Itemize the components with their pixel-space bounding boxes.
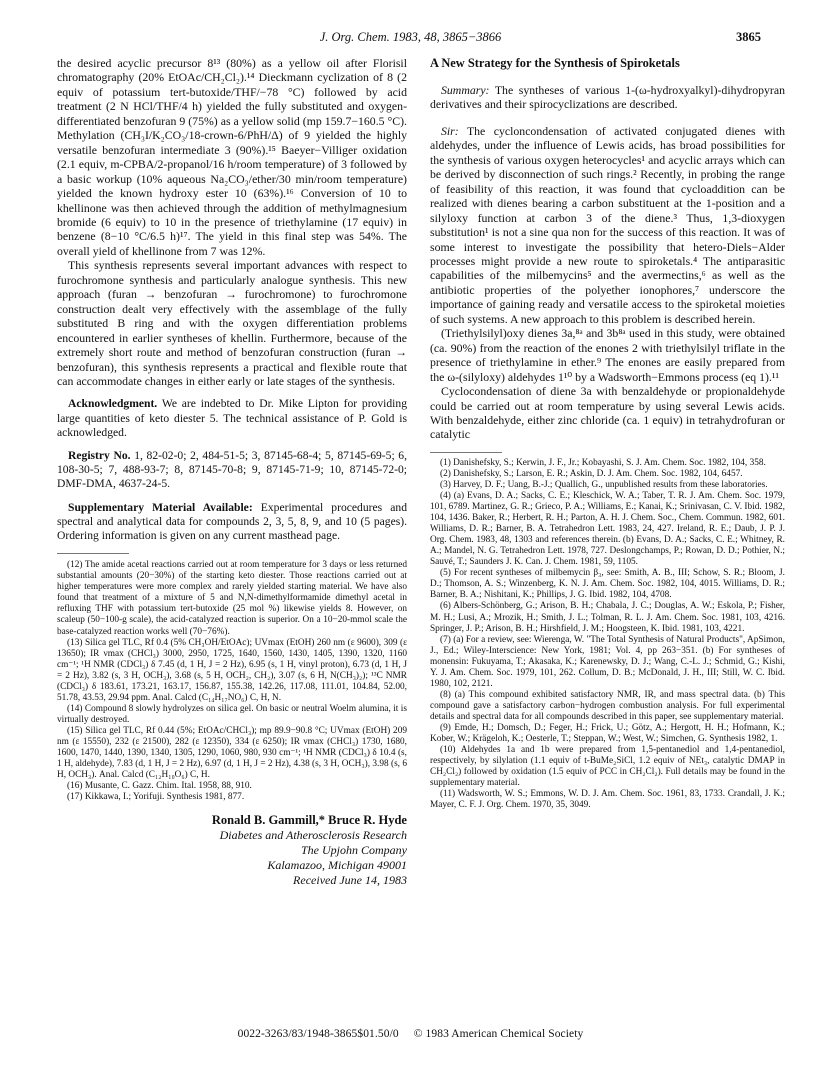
right-column bbox=[430, 56, 785, 811]
footnote-16: (16) Musante, C. Gazz. Chim. Ital. 1958, 88, 910. bbox=[67, 781, 252, 792]
reference-6: (6) Albers-Schönberg, G.; Arison, B. H.; Chabala, J. C.; Douglas, A. W.; Eskola, P.; Fisher, M. H.; Lusi, A.; Mrozik, H.; Smith, J. L.; Tolman, R. L. J. Am. Chem. Soc. 1981, 103, 4216. Springer, J. P.; Arison, B. H.; Hirshfield, J. M.; Hoogsteen, K. Ibid. 1981, 103, 4221. bbox=[430, 601, 785, 634]
article-title: A New Strategy for the Synthesis of Spiroketals bbox=[430, 56, 680, 70]
notes-divider bbox=[57, 553, 129, 554]
reference-1: (1) Danishefsky, S.; Kerwin, J. F., Jr.; Kobayashi, S. J. Am. Chem. Soc. 1982, 104, 358. bbox=[440, 457, 766, 468]
footnote-13: (13) Silica gel TLC, Rf 0.4 (5% CH₃OH/EtOAc); UVmax (EtOH) 260 nm (ε 9600), 309 (ε 13650); IR νmax (CHCl₃) 3000, 2950, 1725, 1640, 1560, 1430, 1405, 1390, 1320, 1160 cm⁻¹; ¹H NMR (CDCl₃) δ 7.45 (d, 1 H, J = 2 Hz), 6.95 (s, 1 H, vinyl proton), 6.73 (d, 1 H, J = 2 Hz), 3.82 (s, 3 H, OCH₃), 3.68 (s, 5 H, OCH₂, CH₂), 3.07 (s, 6 H, N(CH₃)₂); ¹³C NMR (CDCl₃) δ 183.61, 173.21, 163.17, 156.87, 155.38, 142.26, 117.08, 111.01, 104.84, 52.00, 51.78, 43.53, 29.94 ppm. Anal. Calcd (C₁₄H₁₇NO₆) C, H, N. bbox=[57, 637, 407, 703]
running-head bbox=[60, 30, 761, 46]
acknowledgment-label: Acknowledgment. bbox=[68, 397, 158, 411]
supplementary-label: Supplementary Material Available: bbox=[68, 500, 253, 514]
supplementary-text: Experimental procedures and spectral and analytical data for compounds 2, 3, 5, 8, 9, and 10 (5 pages). Ordering information is given on any current masthead page. bbox=[57, 500, 407, 543]
author-names: Ronald B. Gammill,* Bruce R. Hyde bbox=[211, 813, 407, 828]
paragraph-cyclocondensation: Cyclocondensation of diene 3a with benzaldehyde or propionaldehyde could be carried out at room temperature by using several Lewis acids. With benzaldehyde, either zinc chloride (ca. 1 equiv) in tetrahydrofuran or catalytic bbox=[430, 384, 785, 442]
received-date: Received June 14, 1983 bbox=[293, 873, 407, 888]
acknowledgment-text: We are indebted to Dr. Mike Lipton for providing large quantities of keto diester 5. The technical assistance of P. Gold is acknowledged. bbox=[57, 397, 407, 439]
page-footer bbox=[0, 1028, 821, 1040]
paragraph-dienes: (Triethylsilyl)oxy dienes 3a,⁸ᵃ and 3b⁸ᵃ used in this study, were obtained (ca. 90%) from the reaction of the enones 2 with triethylsilyl triflate in the presence of triethylamine in ether.⁹ The enones are easily prepared from the ω-(silyloxy) aldehydes 1¹⁰ by a Wadsworth−Emmons process (eq 1).¹¹ bbox=[430, 326, 785, 384]
supplementary-material bbox=[57, 501, 407, 544]
footnote-17: (17) Kikkawa, I.; Yorifuji. Synthesis 1981, 877. bbox=[67, 792, 245, 803]
reference-3: (3) Harvey, D. F.; Uang, B.-J.; Quallich, G., unpublished results from these laboratories. bbox=[440, 479, 768, 490]
references-divider bbox=[430, 452, 502, 453]
footnote-15: (15) Silica gel TLC, Rf 0.44 (5%; EtOAc/CHCl₃); mp 89.9−90.8 °C; UVmax (EtOH) 209 nm (ε 15550), 232 (ε 21500), 282 (ε 12350), 334 (ε 6250); IR νmax (CHCl₃) 1730, 1680, 1600, 1470, 1440, 1390, 1340, 1305, 1290, 1060, 980, 930 cm⁻¹; ¹H NMR (CDCl₃) δ 10.4 (s, 1 H, aldehyde), 7.83 (d, 1 H, J = 2 Hz), 6.97 (d, 1 H, J = 2 Hz), 4.38 (s, 3 H, OCH₃), 3.98 (s, 6 H, OCH₃). Anal. Calcd (C₁₂H₁₀O₆) C, H. bbox=[57, 725, 407, 781]
reference-10: (10) Aldehydes 1a and 1b were prepared from 1,5-pentanediol and 1,4-pentanediol, respectively, by silylation (1.1 equiv of t-BuMe₂SiCl, 1.2 equiv of NEt₃, catalytic DMAP in CH₂Cl₂) followed by oxidation (1.5 equiv of PCC in CH₂Cl₂). Full details may be found in the supplementary material. bbox=[430, 745, 785, 789]
reference-7: (7) (a) For a review, see: Wierenga, W. "The Total Synthesis of Natural Products", ApSimon, J., Ed.; Wiley-Interscience: New York, 1981; Vol. 4, pp 263−351. (b) For syntheses of monensin: Fukuyama, T.; Akasaka, K.; Karenewsky, D. J.; Wang, C.-L. J.; Schmid, G.; Kishi, Y. J. Am. Chem. Soc. 1979, 101, 262. Collum, D. B.; McDonald, J. H., III; Still, W. C. Ibid. 1980, 102, 2121. bbox=[430, 634, 785, 689]
affiliation-location: Kalamazoo, Michigan 49001 bbox=[267, 858, 407, 873]
affiliation-division: Diabetes and Atherosclerosis Research bbox=[219, 828, 407, 843]
reference-4: (4) (a) Evans, D. A.; Sacks, C. E.; Kleschick, W. A.; Taber, T. R. J. Am. Chem. Soc. 1979, 101, 6789. Martinez, G. R.; Grieco, P. A.; Williams, E.; Kanai, K.; Srinivasan, C. V. Ibid. 1982, 104, 1436. Baker, R.; Herbert, R. H.; Parton, A. H. J. Chem. Soc., Chem. Commun. 1982, 601. Williams, D. R.; Barner, B. A. Tetrahedron Lett. 1983, 24, 427. Ireland, R. E.; Daub, J. P. J. Org. Chem. 1983, 48, 1303 and references therein. (b) Evans, D. A.; Sacks, C. E.; Whitney, R. A.; Mandel, N. G. Tetrahedron Lett. 1978, 727. Deslongchamps, P.; Rowan, D. D.; Pothier, N.; Sauvé, T.; Saunders J. K. Can. J. Chem. 1981, 59, 1105. bbox=[430, 491, 785, 568]
reference-2: (2) Danishefsky, S.; Larson, E. R.; Askin, D. J. Am. Chem. Soc. 1982, 104, 6457. bbox=[440, 468, 743, 479]
journal-citation: J. Org. Chem. 1983, 48, 3865−3866 bbox=[319, 30, 502, 44]
references bbox=[430, 458, 785, 812]
registry-numbers bbox=[57, 449, 407, 492]
registry-label: Registry No. bbox=[68, 449, 131, 463]
reference-9: (9) Emde, H.; Domsch, D.; Feger, H.; Frick, U.; Götz, A.; Hergott, H. H.; Hofmann, K.; Kober, W.; Krägeloh, K.; Oesterle, T.; Steppan, W.; West, W.; Simchen, G. Synthesis 1982, 1. bbox=[430, 723, 785, 745]
footnote-12: (12) The amide acetal reactions carried out at room temperature for 3 days or less returned substantial amounts (20−30%) of the starting keto diester. Those reactions carried out at higher temperatures were more complex and rarely yielded starting material. We have also found that treatment of a mixture of 5 and N,N-dimethylformamide dimethyl acetal in refluxing THF with potassium tert-butoxide (25 mol %) likewise yields 8. However, on scaleup (50−100-g scale), the acid-catalyzed reaction is superior. On a 10−20-mmol scale the base-catalyzed reaction works well (70−76%). bbox=[57, 560, 407, 637]
summary-label: Summary: bbox=[441, 83, 490, 97]
reference-11: (11) Wadsworth, W. S.; Emmons, W. D. J. Am. Chem. Soc. 1961, 83, 1733. Crandall, J. K.; Mayer, C. F. J. Org. Chem. 1970, 35, 3049. bbox=[430, 789, 785, 811]
sir-label: Sir: bbox=[441, 123, 459, 138]
summary-text: The syntheses of various 1-(ω-hydroxyalkyl)-dihydropyran derivatives and their spirocyclizations are described. bbox=[430, 83, 785, 112]
reference-8: (8) (a) This compound exhibited satisfactory NMR, IR, and mass spectral data. (b) This compound gave a satisfactory carbon−hydrogen combustion analysis. For full experimental details and spectral data for all compounds described in this paper, see supplementary material. bbox=[430, 689, 785, 722]
registry-text: 1, 82-02-0; 2, 484-51-5; 3, 87145-68-4; 5, 87145-69-5; 6, 108-30-5; 7, 488-93-7; 8, 87145-70-8; 9, 87145-71-9; 10, 87145-72-0; DMF-DMA, 4637-24-5. bbox=[57, 449, 407, 491]
article-code: 0022-3263/83/1948-3865$01.50/0 bbox=[237, 1028, 399, 1040]
page-number: 3865 bbox=[736, 30, 761, 44]
footnote-14: (14) Compound 8 slowly hydrolyzes on silica gel. On basic or neutral Woelm alumina, it is virtually destroyed. bbox=[57, 703, 407, 725]
acknowledgment bbox=[57, 397, 407, 440]
copyright: © 1983 American Chemical Society bbox=[413, 1028, 584, 1040]
left-body bbox=[57, 56, 407, 388]
summary bbox=[430, 83, 785, 112]
footnotes-left bbox=[57, 560, 407, 803]
paragraph-sir bbox=[430, 124, 785, 326]
paragraph-advances: This synthesis represents several important advances with respect to furochromone synthesis and particularly analogue synthesis. This new approach (furan → benzofuran → furochromone) to furochromone construction dealt very effectively with the assemblage of the fully substituted B ring and with the oxygen differentiation problems encountered in earlier syntheses of khellin. Furthermore, because of the extremely short route and method of benzofuran construction (furan → benzofuran), this synthesis represents a practical and flexible route that can accommodate changes in either early or late stages of the synthesis. bbox=[57, 258, 407, 388]
author-block bbox=[57, 813, 407, 888]
affiliation-company: The Upjohn Company bbox=[301, 843, 407, 858]
reference-5: (5) For recent syntheses of milbemycin β₃, see: Smith, A. B., III; Schow, S. R.; Bloom, J. D.; Thomson, A. S.; Winzenberg, K. N. J. Am. Chem. Soc. 1982, 104, 4015. Williams, D. R.; Barner, B. A.; Nishitani, K.; Phillips, J. G. Ibid. 1982, 104, 4708. bbox=[430, 568, 785, 601]
right-body bbox=[430, 124, 785, 442]
paragraph-intro: the desired acyclic precursor 8¹³ (80%) as a yellow oil after Florisil chromatography (20% EtOAc/CH₂Cl₂).¹⁴ Dieckmann cyclization of 8 (2 equiv of potassium tert-butoxide/THF/−78 °C) followed by acid treatment (2 N HCl/THF/4 h) yielded the fully substituted and oxygen-differentiated benzofuran 9 (75%) as a yellow solid (mp 159.7−160.5 °C). Methylation (CH₃I/K₂CO₃/18-crown-6/PhH/Δ) of 9 yielded the highly versatile benzofuran intermediate 3 (90%).¹⁵ Baeyer−Villiger oxidation (2.1 equiv, m-CPBA/2-propanol/16 h/room temperature) of 3 followed by a basic workup (10% aqueous Na₂CO₃/ether/30 min/room temperature) yielded the known hydroxy ester 10 (63%).¹⁶ Conversion of 10 to khellinone was then achieved through the addition of methylmagnesium bromide (6 equiv) to 10 in the presence of triethylamine (17 equiv) in benzene (8−10 °C/6.5 h)¹⁷. The yield in this final step was 54%. The overall yield of khellinone from 7 was 12%. bbox=[57, 56, 407, 258]
sir-text: The cycloncondensation of activated conjugated dienes with aldehydes, under the influence of Lewis acids, has broad possibilities for the synthesis of various oxygen heterocycles¹ and acyclic arrays which can be derived by disconnection of such rings.² Recently, in probing the range of feasibility of this reaction, it was found that cycloaddition can be realized with dienes bearing a carbon substituent at the 1-position and a silyloxy function at carbon 3 of the diene.³ Thus, 1,3-dioxygen substitution¹ is not a sine qua non for the success of this reaction. It was of some interest to investigate the possibility that hetero-Diels−Alder processes might provide a new route to spiroketals.⁴ The antiparasitic capabilities of the milbemycins⁵ and the avermectins,⁶ as well as the antibiotic properties of the polyether ionophores,⁷ underscore the importance of gaining ready and versatile access to the spiroketal moieties of such systems. A new approach to this problem is described herein. bbox=[430, 123, 785, 326]
left-column bbox=[57, 56, 407, 888]
